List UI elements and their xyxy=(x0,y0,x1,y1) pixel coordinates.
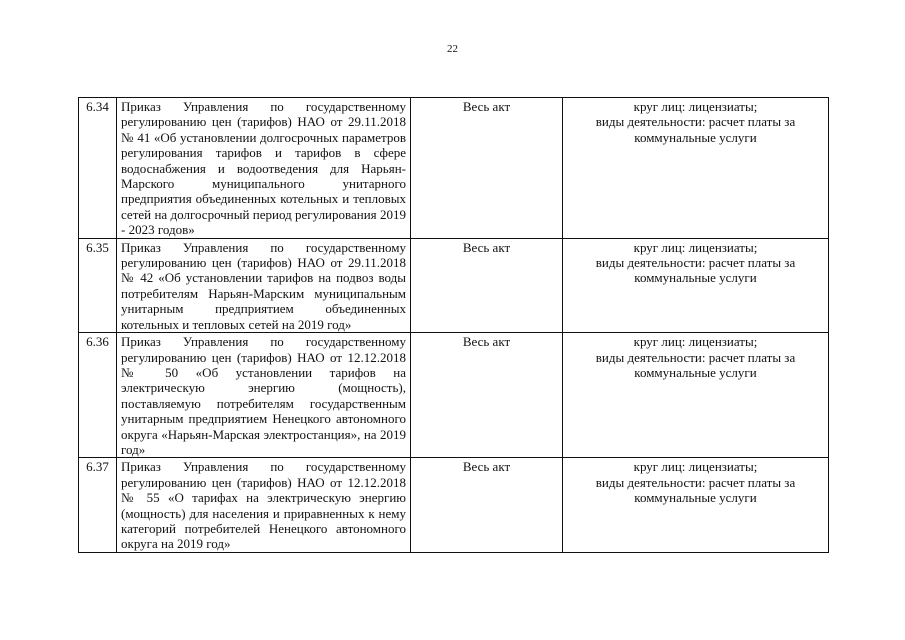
page-number: 22 xyxy=(447,43,458,55)
act-name: Приказ Управления по государственному регулированию цен (тарифов) НАО от 29.11.2018 № 42 «Об установлении тарифов на подвоз воды потребителям Нарьян-Марским муниципальным унитарным предприятием объединенных котельных и тепловых сетей на 2019 год» xyxy=(117,238,411,332)
act-scope: Весь акт xyxy=(411,238,563,332)
act-requirements xyxy=(563,333,829,458)
act-name: Приказ Управления по государственному регулированию цен (тарифов) НАО от 29.11.2018 № 41 «Об установлении долгосрочных параметров регулирования тарифов и тарифов в сфере водоснабжения и водоотведения для Нарьян-Марского муниципального унитарного предприятия объединенных котельных и тепловых сетей на долгосрочный период регулирования 2019 - 2023 годов» xyxy=(117,98,411,239)
requirement-activity-cont: коммунальные услуги xyxy=(634,490,757,506)
row-number: 6.35 xyxy=(79,238,117,332)
row-number: 6.37 xyxy=(79,458,117,552)
act-scope: Весь акт xyxy=(411,458,563,552)
requirement-persons: круг лиц: лицензиаты; xyxy=(633,239,758,255)
requirement-activity: виды деятельности: расчет платы за xyxy=(595,474,796,490)
requirement-persons: круг лиц: лицензиаты; xyxy=(633,99,758,114)
table-row xyxy=(79,458,829,552)
requirement-activity-cont: коммунальные услуги xyxy=(634,364,757,380)
table-row xyxy=(79,238,829,332)
table-row xyxy=(79,333,829,458)
act-requirements xyxy=(563,238,829,332)
row-number: 6.34 xyxy=(79,98,117,239)
act-name: Приказ Управления по государственному регулированию цен (тарифов) НАО от 12.12.2018 № 55 «О тарифах на электрическую энергию (мощность) для населения и приравненных к нему категорий потребителей Ненецкого автономного округа на 2019 год» xyxy=(117,458,411,552)
table-row xyxy=(79,98,829,239)
row-number: 6.36 xyxy=(79,333,117,458)
act-requirements xyxy=(563,98,829,239)
legal-acts-table xyxy=(78,97,829,553)
requirement-activity: виды деятельности: расчет платы за xyxy=(595,255,796,271)
requirement-activity-cont: коммунальные услуги xyxy=(634,129,757,145)
act-scope: Весь акт xyxy=(411,98,563,239)
requirement-activity: виды деятельности: расчет платы за xyxy=(595,349,796,365)
act-scope: Весь акт xyxy=(411,333,563,458)
requirement-activity-cont: коммунальные услуги xyxy=(634,270,757,286)
requirement-persons: круг лиц: лицензиаты; xyxy=(633,334,758,350)
requirement-activity: виды деятельности: расчет платы за xyxy=(595,114,796,130)
act-requirements xyxy=(563,458,829,552)
requirement-persons: круг лиц: лицензиаты; xyxy=(633,459,758,475)
act-name: Приказ Управления по государственному регулированию цен (тарифов) НАО от 12.12.2018 № 50 «Об установлении тарифов на электрическую энергию (мощность), поставляемую потребителям государственным унитарным предприятием Ненецкого автономного округа «Нарьян-Марская электростанция», на 2019 год» xyxy=(117,333,411,458)
